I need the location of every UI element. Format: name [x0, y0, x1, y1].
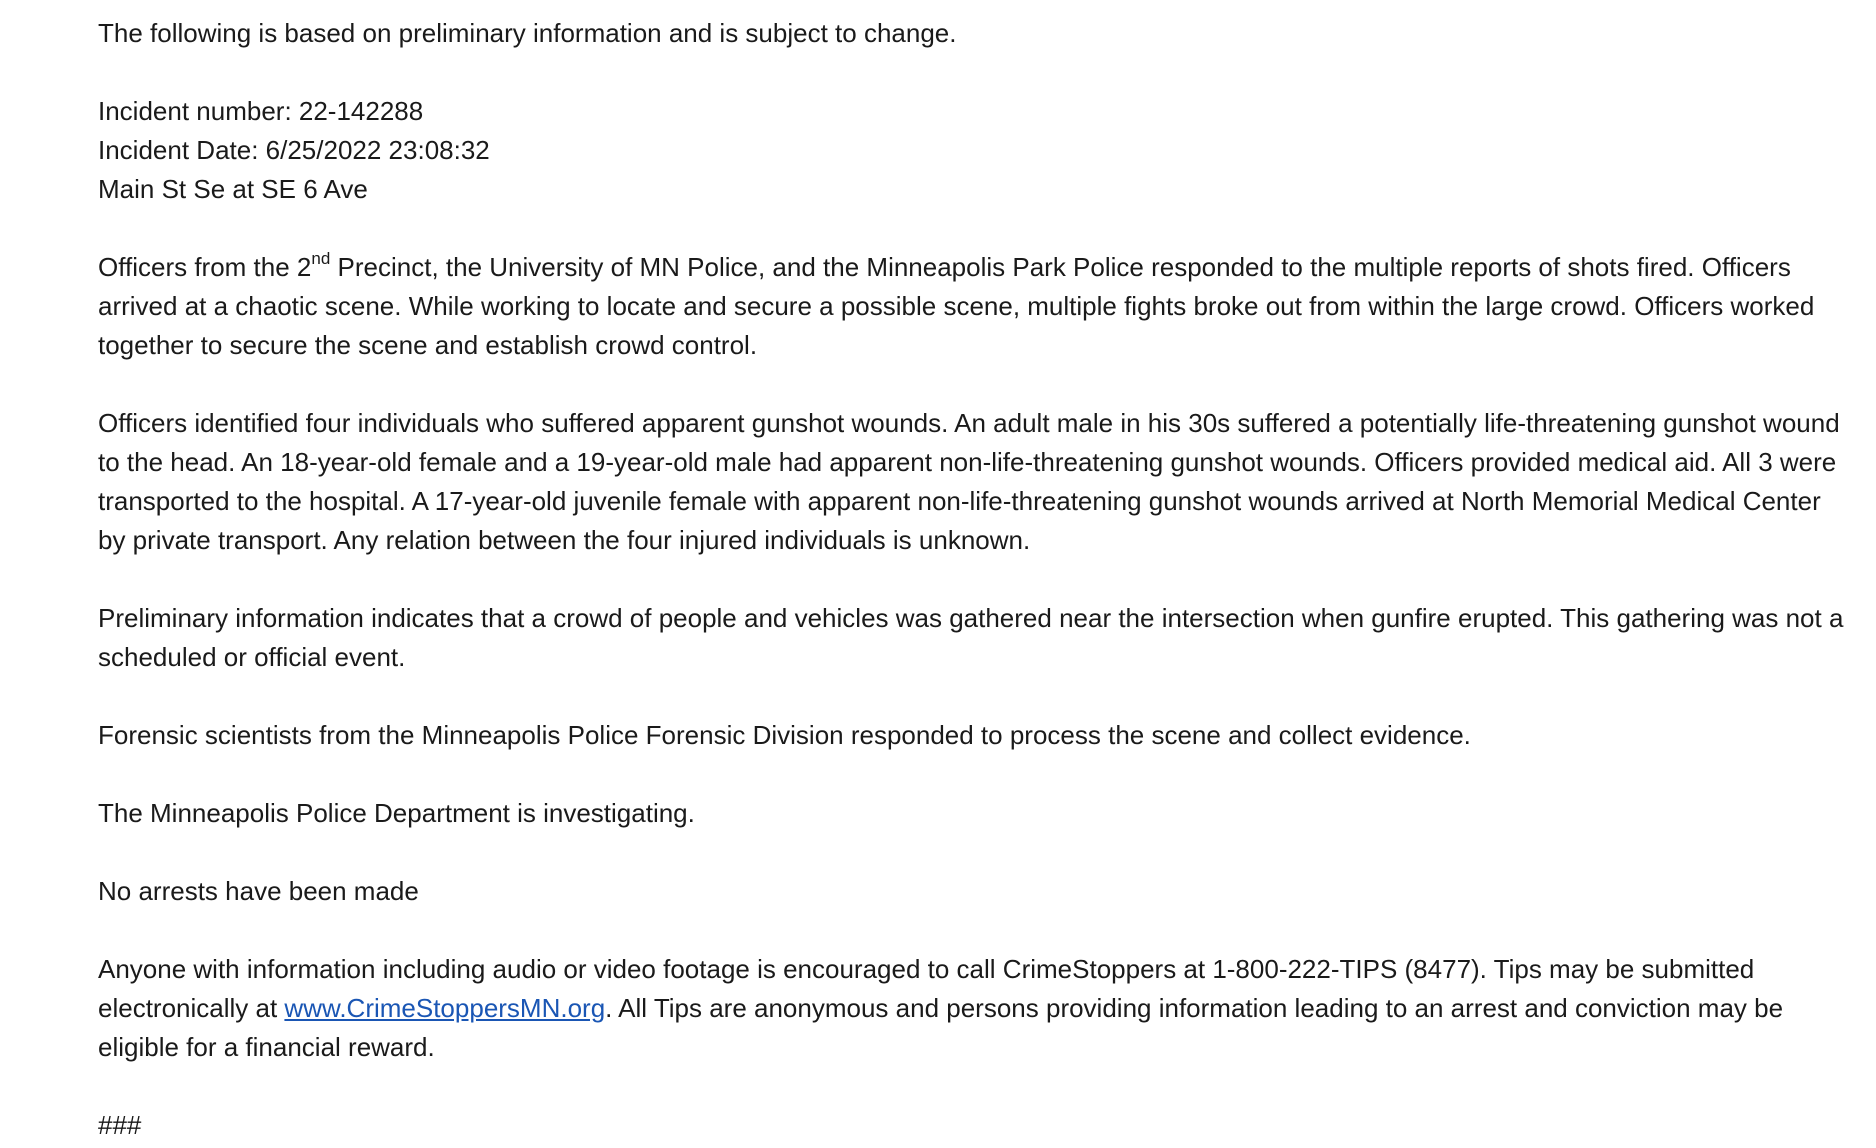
response-text-rest: Precinct, the University of MN Police, and the Minneapolis Park Police responded to the multiple reports of shots fired. Officers arrived at a chaotic scene. While working to locate and secure a possible scene, multiple fights broke out from within the large crowd. Officers worked together to secure the scene and establish crowd control.: [98, 252, 1815, 360]
preliminary-paragraph: Preliminary information indicates that a crowd of people and vehicles was gathered near the intersection when gunfire erupted. This gathering was not a scheduled or official event.: [98, 603, 1844, 672]
incident-date: Incident Date: 6/25/2022 23:08:32: [98, 135, 490, 165]
response-text-start: Officers from the 2: [98, 252, 312, 282]
forensic-paragraph: Forensic scientists from the Minneapolis Police Forensic Division responded to process the scene and collect evidence.: [98, 720, 1471, 750]
disclaimer-text: The following is based on preliminary information and is subject to change.: [98, 18, 957, 48]
investigating-paragraph: The Minneapolis Police Department is investigating.: [98, 798, 695, 828]
tips-paragraph: [98, 950, 1848, 1067]
incident-number: Incident number: 22-142288: [98, 96, 424, 126]
tips-text-rest: . All Tips are anonymous and persons providing information leading to an arrest and conviction may be eligible for a financial reward.: [98, 993, 1784, 1062]
incident-details: [98, 92, 1858, 209]
incident-location: Main St Se at SE 6 Ave: [98, 174, 368, 204]
ordinal-suffix: nd: [311, 249, 331, 269]
tips-text-start: Anyone with information including audio or video footage is encouraged to call CrimeStoppers at 1-800-222-TIPS (8477). Tips may be submitted electronically at: [98, 954, 1755, 1023]
victims-paragraph: Officers identified four individuals who suffered apparent gunshot wounds. An adult male in his 30s suffered a potentially life-threatening gunshot wound to the head. An 18-year-old female and a 19-year-old male had apparent non-life-threatening gunshot wounds. Officers provided medical aid. All 3 were transported to the hospital. A 17-year-old juvenile female with apparent non-life-threatening gunshot wounds arrived at North Memorial Medical Center by private transport. Any relation between the four injured individuals is unknown.: [98, 408, 1840, 555]
end-mark: ###: [98, 1110, 142, 1140]
response-paragraph: [98, 248, 1848, 365]
crimestoppers-link[interactable]: www.CrimeStoppersMN.org: [284, 993, 606, 1023]
arrests-paragraph: No arrests have been made: [98, 876, 419, 906]
